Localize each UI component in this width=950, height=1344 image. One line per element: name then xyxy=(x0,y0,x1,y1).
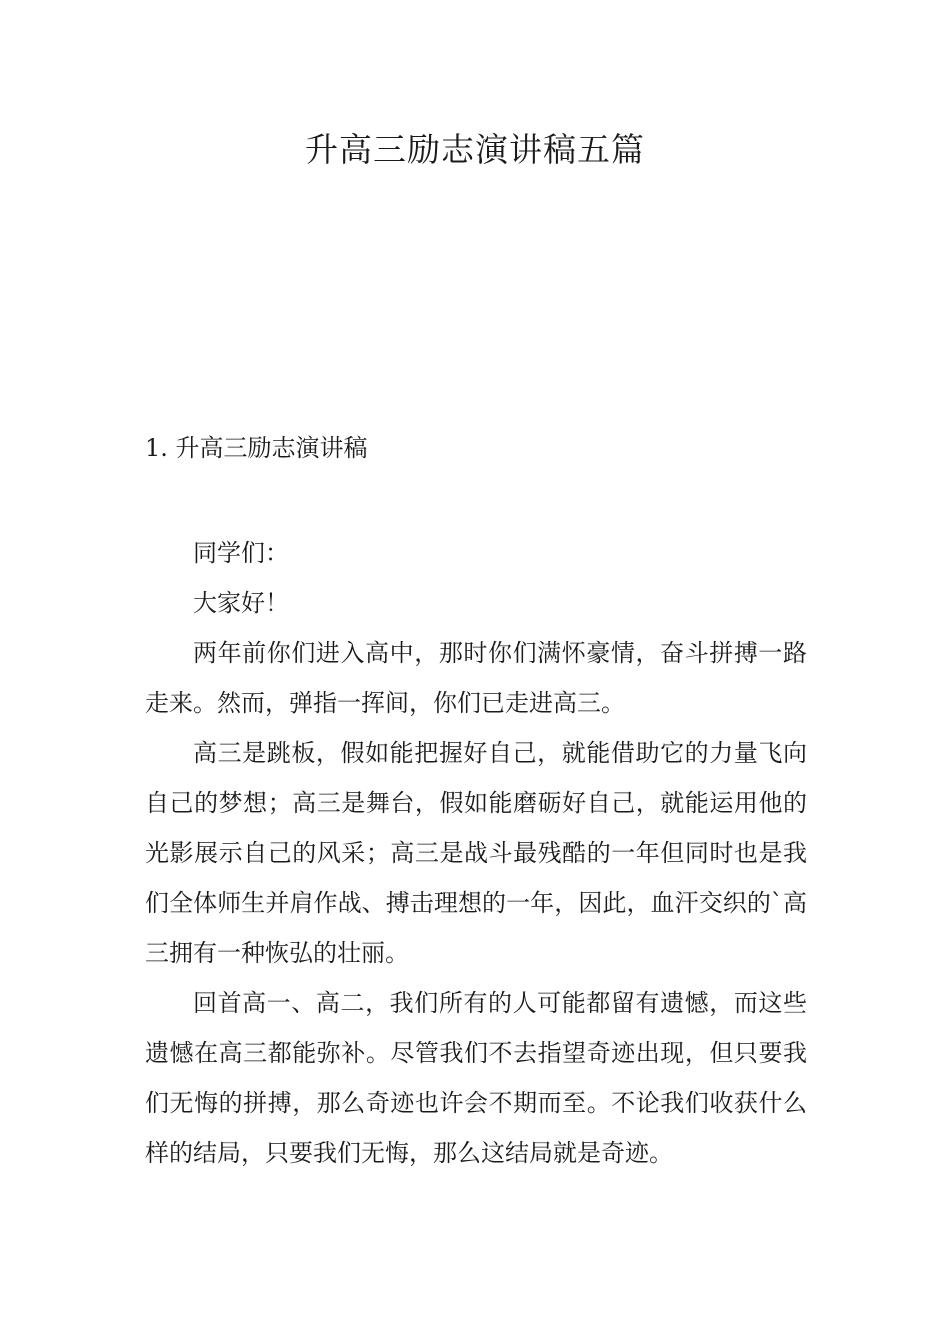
body-text xyxy=(145,528,807,1178)
paragraph: 回首高一、高二，我们所有的人可能都留有遗憾，而这些遗憾在高三都能弥补。尽管我们不去指望奇迹出现，但只要我们无悔的拼搏，那么奇迹也许会不期而至。不论我们收获什么样的结局，只要我们无悔，那么这结局就是奇迹。 xyxy=(145,989,807,1167)
paragraph-salutation: 大家好！ xyxy=(193,589,289,617)
paragraph-greeting: 同学们： xyxy=(193,539,289,567)
section-heading: 1. 升高三励志演讲稿 xyxy=(145,434,368,462)
paragraph: 高三是跳板，假如能把握好自己，就能借助它的力量飞向自己的梦想；高三是舞台，假如能磨砺好自己，就能运用他的光影展示自己的风采；高三是战斗最残酷的一年但同时也是我们全体师生并肩作战、搏击理想的一年，因此，血汗交织的`高三拥有一种恢弘的壮丽。 xyxy=(145,739,807,967)
document-title: 升高三励志演讲稿五篇 xyxy=(305,130,645,169)
paragraph: 两年前你们进入高中，那时你们满怀豪情，奋斗拼搏一路走来。然而，弹指一挥间，你们已走进高三。 xyxy=(145,639,807,717)
